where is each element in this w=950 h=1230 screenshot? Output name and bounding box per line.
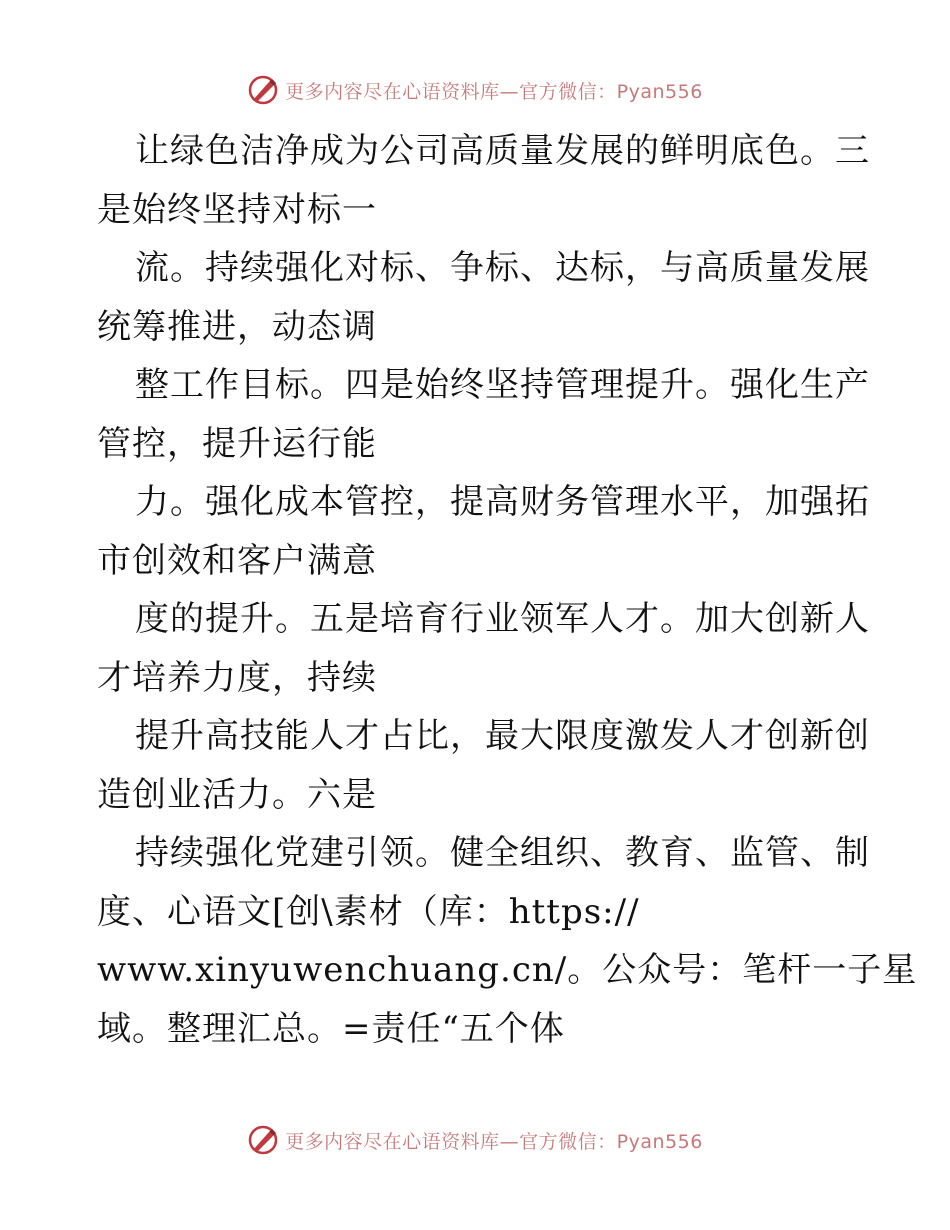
text-line: 持续强化党建引领。健全组织、教育、监管、制: [135, 833, 870, 873]
text-line: 度的提升。五是培育行业领军人才。加大创新人: [135, 599, 870, 639]
footer-banner: [0, 1120, 950, 1160]
document-body: [97, 122, 918, 1058]
text-line: www.xinyuwenchuang.cn/。公众号：笔杆一子星: [97, 950, 918, 990]
text-line: 提升高技能人才占比，最大限度激发人才创新创: [135, 716, 870, 756]
text-line: 域。整理汇总。=责任“五个体: [97, 1008, 565, 1049]
text-line: 才培养力度，持续: [97, 657, 377, 698]
footer-banner-text: 更多内容尽在心语资料库—官方微信：Pyan556: [285, 1130, 703, 1153]
header-banner-text: 更多内容尽在心语资料库—官方微信：Pyan556: [285, 80, 703, 103]
text-line: 整工作目标。四是始终坚持管理提升。强化生产: [135, 365, 870, 405]
text-line: 让绿色洁净成为公司高质量发展的鲜明底色。三: [135, 131, 870, 171]
text-line: 市创效和客户满意: [97, 540, 377, 581]
text-line: 度、心语文[创\素材（库：https://: [97, 891, 640, 932]
pen-logo-icon: [247, 74, 279, 106]
text-line: 统筹推进，动态调: [97, 306, 377, 347]
text-line: 流。持续强化对标、争标、达标，与高质量发展: [135, 248, 870, 288]
text-line: 是始终坚持对标一: [97, 189, 377, 230]
text-line: 造创业活力。六是: [97, 774, 377, 815]
text-line: 管控，提升运行能: [97, 423, 377, 464]
text-line: 力。强化成本管控，提高财务管理水平，加强拓: [135, 482, 870, 522]
header-banner: [0, 70, 950, 110]
pen-logo-icon: [247, 1124, 279, 1156]
